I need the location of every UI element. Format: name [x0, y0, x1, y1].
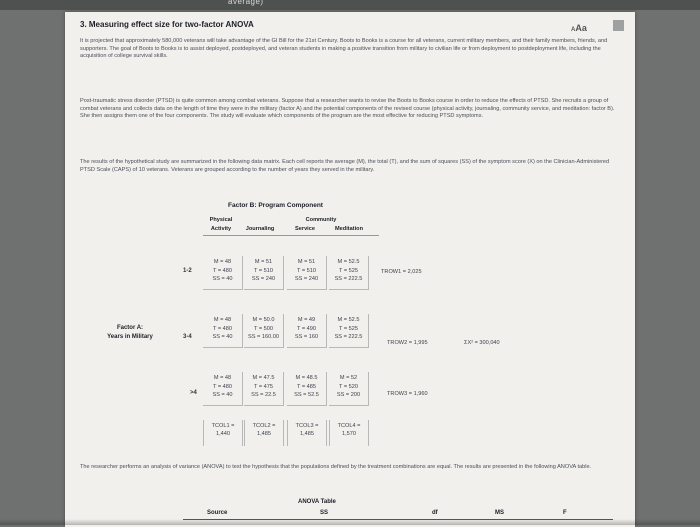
matrix-cell [287, 256, 327, 290]
cell-ss: SS = 40 [212, 334, 233, 340]
col-total-label: TCOL2 = [252, 423, 276, 429]
ptsd-paragraph: Post-traumatic stress disorder (PTSD) is quite common among combat veterans. Suppose that a researcher wants to revise the Boots to Books course in order to reduce the effects of PTSD. She recruits a group of combat veterans and collects data on the length of time they were in the military (factor A) and the potential components of the revised course (physical activity, journaling, community service, and meditation: factor B). She then assigns them one of the four components. The study will evaluate which components of the program are the most effective for reducing PTSD symptoms. [80, 98, 615, 120]
col-total-value: 1,440 [216, 431, 230, 437]
cell-mean: M = 52.5 [337, 259, 360, 265]
cell-ss: SS = 160 [294, 334, 319, 340]
cell-total: T = 480 [212, 383, 233, 390]
cell-total: T = 475 [253, 383, 274, 390]
text-size-label: Aa [575, 23, 587, 33]
cell-ss: SS = 22.5 [251, 392, 276, 398]
row-total-2: TROW2 = 1,995 [387, 340, 428, 346]
col-total-label: TCOL3 = [295, 423, 319, 429]
matrix-cell [329, 256, 369, 290]
matrix-cell [244, 256, 284, 290]
row-label-1-2: 1-2 [183, 268, 192, 274]
cell-ss: SS = 240 [294, 276, 319, 282]
cell-total: T = 500 [253, 325, 274, 332]
cell-mean: M = 48 [213, 259, 232, 265]
factor-a-label [85, 324, 175, 342]
column-total-4 [329, 420, 369, 446]
matrix-cell [203, 314, 243, 348]
cell-total: T = 480 [212, 267, 233, 274]
cell-mean: M = 48.5 [295, 375, 318, 381]
col-total-label: TCOL4 = [337, 423, 361, 429]
cell-total: T = 525 [338, 325, 359, 332]
header-divider [203, 235, 379, 236]
cell-mean: M = 50.0 [252, 317, 275, 323]
text-size-control[interactable]: AAa [571, 23, 587, 33]
matrix-cell [203, 372, 243, 406]
problem-heading: 3. Measuring effect size for two-factor ANOVA [80, 20, 254, 29]
cell-total: T = 480 [212, 325, 233, 332]
column-total-1 [203, 420, 243, 446]
matrix-title: Factor B: Program Component [228, 202, 323, 209]
results-paragraph: The results of the hypothetical study are summarized in the following data matrix. Each cell reports the average (M), the total (T), and the sum of squares (SS) of the symptom score (X) on the Clinician-Administered PTSD Scale (CAPS) of 10 veterans. Veterans are grouped according to the number of years they served in the military. [80, 159, 610, 173]
problem-sheet [65, 12, 635, 527]
cell-total: T = 510 [296, 267, 317, 274]
intro-paragraph: It is projected that approximately 580,000 veterans will take advantage of the GI Bill for the 21st Century. Boots to Books is a course for all veterans, current military members, and their family members, friends, and supporters. The goal of Boots to Books is to assist deployed, postdeployed, and veteran students in making a positive transition from military to civilian life or from deployment to postdeployment life, including the acquisition of college survival skills. [80, 38, 608, 60]
cell-mean: M = 52 [339, 375, 358, 381]
matrix-cell [329, 314, 369, 348]
col-head-physical: Physical [209, 217, 233, 223]
col-total-label: TCOL1 = [211, 423, 235, 429]
cell-total: T = 525 [338, 267, 359, 274]
col-head-journaling: Journaling [245, 226, 275, 232]
matrix-cell [203, 256, 243, 290]
bookmark-icon[interactable] [613, 20, 624, 31]
row-label-over-4: >4 [190, 390, 197, 396]
cell-ss: SS = 200 [336, 392, 361, 398]
window-top-strip [0, 0, 700, 10]
cell-mean: M = 48 [213, 317, 232, 323]
col-total-value: 1,570 [342, 431, 356, 437]
matrix-cell [287, 314, 327, 348]
col-head-service: Service [295, 226, 315, 232]
cell-ss: SS = 222.5 [334, 276, 363, 282]
anova-col-f: F [563, 510, 567, 516]
cell-ss: SS = 40 [212, 276, 233, 282]
factor-a-title: Factor A: [116, 325, 144, 331]
previous-content-fragment: average) [228, 0, 264, 6]
cell-mean: M = 49 [297, 317, 316, 323]
bottom-shadow [0, 519, 700, 525]
column-total-3 [287, 420, 327, 446]
cell-ss: SS = 240 [251, 276, 276, 282]
factor-a-subtitle: Years in Military [107, 334, 153, 340]
col-total-value: 1,485 [257, 431, 271, 437]
cell-ss: SS = 160.00 [248, 334, 279, 340]
cell-total: T = 490 [296, 325, 317, 332]
cell-total: T = 520 [338, 383, 359, 390]
cell-ss: SS = 52.5 [294, 392, 319, 398]
cell-mean: M = 48 [213, 375, 232, 381]
anova-paragraph: The researcher performs an analysis of variance (ANOVA) to test the hypothesis that the populations defined by the treatment combinations are equal. The results are presented in the following ANOVA table. [80, 464, 592, 470]
col-head-activity: Activity [210, 226, 232, 232]
col-total-value: 1,485 [300, 431, 314, 437]
anova-col-ms: MS [495, 510, 504, 516]
matrix-cell [244, 314, 284, 348]
matrix-cell [287, 372, 327, 406]
cell-ss: SS = 40 [212, 392, 233, 398]
anova-col-source: Source [207, 510, 228, 516]
anova-col-ss: SS [320, 510, 329, 516]
cell-mean: M = 51 [254, 259, 273, 265]
matrix-cell [329, 372, 369, 406]
col-head-meditation: Meditation [335, 226, 363, 232]
cell-ss: SS = 222.5 [334, 334, 363, 340]
anova-table-title: ANOVA Table [298, 499, 336, 505]
cell-total: T = 485 [296, 383, 317, 390]
column-total-2 [244, 420, 284, 446]
row-total-1: TROW1 = 2,025 [381, 269, 422, 275]
matrix-cell [244, 372, 284, 406]
anova-col-df: df [432, 510, 438, 516]
col-head-community: Community [305, 217, 337, 223]
row-total-3: TROW3 = 1,960 [387, 391, 428, 397]
cell-mean: M = 52.5 [337, 317, 360, 323]
cell-mean: M = 47.5 [252, 375, 275, 381]
row-label-3-4: 3-4 [183, 334, 192, 340]
sum-x-squared: ΣX² = 300,040 [464, 340, 500, 346]
cell-mean: M = 51 [297, 259, 316, 265]
cell-total: T = 510 [253, 267, 274, 274]
